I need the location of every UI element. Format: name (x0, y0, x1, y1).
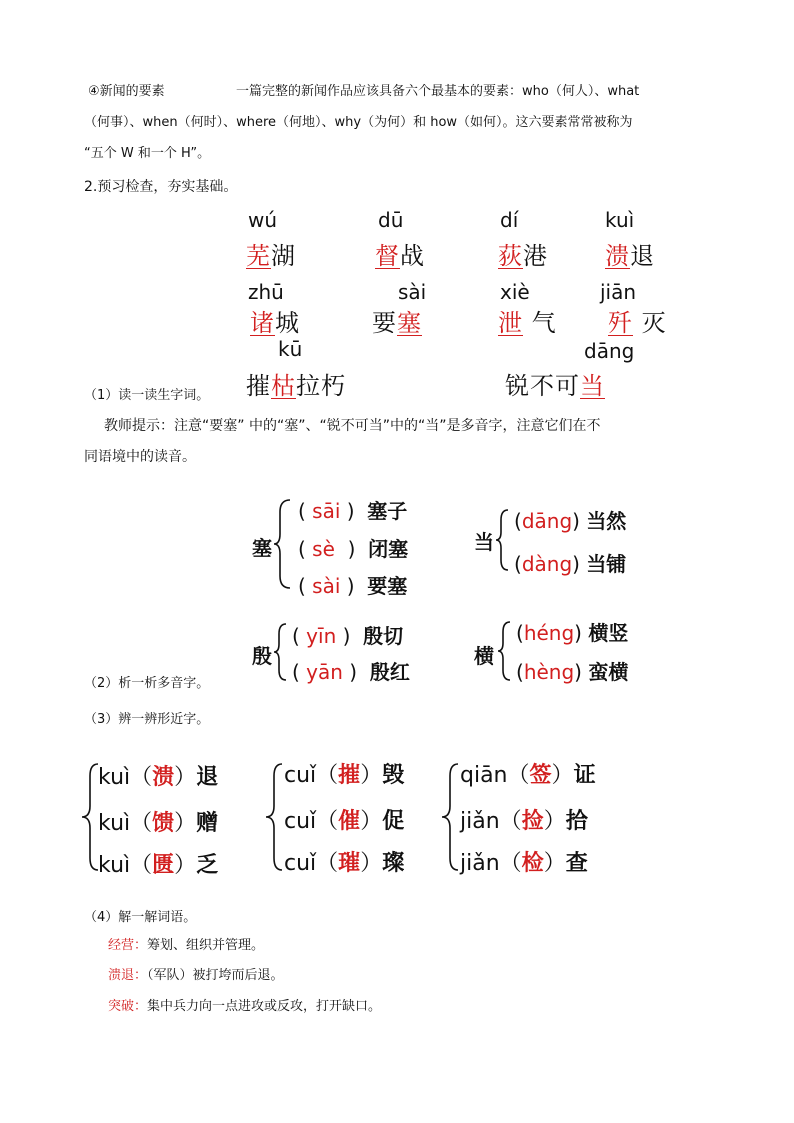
shape-pinyin: cuǐ (284, 851, 317, 876)
word-pinyin: sài (398, 280, 427, 304)
polyphone-row: ( sè ) 闭塞 (298, 537, 409, 561)
shape-char: 璀 (338, 851, 361, 876)
word-item (505, 366, 605, 401)
word-rest: 灭 (641, 309, 667, 337)
polyphone-word: 当铺 (586, 552, 627, 576)
target-char: 当 (580, 372, 605, 400)
word-pinyin: xiè (500, 280, 530, 304)
word-pinyin: wú (248, 208, 278, 232)
intro-line1-text: 一篇完整的新闻作品应该具备六个最基本的要素：who（何人）、what (236, 84, 640, 99)
word-rest: 退 (630, 242, 655, 270)
shape-pinyin: kuì (98, 765, 131, 790)
polyphone-row: ( yān ) 殷红 (292, 660, 410, 684)
target-char: 芜 (246, 242, 271, 270)
definition-item (108, 938, 264, 954)
shape-char: 捡 (521, 809, 544, 834)
shape-pinyin: kuì (98, 811, 131, 836)
shape-char: 摧 (338, 763, 361, 788)
word-rest: 气 (531, 309, 557, 337)
shape-word: 查 (565, 851, 588, 876)
section2-title: 2.预习检查，夯实基础。 (84, 179, 238, 195)
shape-row: cuǐ（璀）璨 (284, 851, 405, 876)
polyphone-word: 殷切 (363, 624, 404, 648)
polyphone-pinyin: héng (523, 621, 575, 645)
brace-icon (496, 620, 512, 682)
word-pinyin: kū (278, 337, 303, 361)
shape-word: 毁 (382, 763, 405, 788)
q2-label: （2）析一析多音字。 (84, 676, 210, 691)
shape-row: cuǐ（催）促 (284, 809, 405, 834)
shape-char: 签 (529, 763, 552, 788)
word-item (372, 303, 422, 338)
shape-word: 促 (382, 809, 405, 834)
target-char: 歼 (608, 309, 633, 337)
definition-text: （军队）被打垮而后退。 (147, 968, 284, 983)
shape-char: 检 (521, 851, 544, 876)
q3-label: （3）辨一辨形近字。 (84, 712, 210, 727)
shape-pinyin: cuǐ (284, 809, 317, 834)
polyphone-char: 塞 (252, 536, 272, 560)
definition-term: 溃退： (108, 968, 148, 983)
word-rest: 拉朽 (296, 372, 346, 400)
polyphone-row: (héng) 横竖 (516, 621, 629, 645)
definition-term: 经营： (108, 938, 148, 953)
polyphone-pinyin: hèng (523, 660, 575, 684)
word-item (608, 303, 667, 338)
polyphone-word: 横竖 (588, 621, 629, 645)
polyphone-pinyin: yīn (306, 624, 337, 648)
word-rest: 要 (372, 309, 397, 337)
polyphone-pinyin: sè (312, 537, 335, 561)
word-rest: 摧 (246, 372, 271, 400)
word-item (250, 303, 300, 338)
shape-pinyin: jiǎn (460, 851, 500, 876)
word-pinyin: jiān (600, 280, 637, 304)
brace-icon (440, 762, 460, 872)
polyphone-pinyin: sāi (312, 499, 341, 523)
word-item (246, 366, 346, 401)
shape-char: 匮 (152, 853, 175, 878)
shape-row: jiǎn（捡）拾 (460, 809, 588, 834)
polyphone-row: (dàng) 当铺 (514, 552, 627, 576)
shape-word: 证 (573, 763, 596, 788)
word-pinyin: kuì (605, 208, 635, 232)
target-char: 塞 (397, 309, 422, 337)
word-rest: 锐不可 (505, 372, 580, 400)
polyphone-word: 塞子 (367, 499, 408, 523)
teacher-tip-line1: 教师提示：注意“要塞” 中的“塞”、“锐不可当”中的“当”是多音字，注意它们在不 (104, 418, 601, 434)
word-item (498, 236, 548, 271)
shape-row: kuì（馈）赠 (98, 811, 219, 836)
brace-icon (264, 762, 284, 872)
brace-icon (494, 508, 510, 572)
polyphone-pinyin: dàng (521, 552, 573, 576)
shape-pinyin: jiǎn (460, 809, 500, 834)
shape-pinyin: kuì (98, 853, 131, 878)
target-char: 荻 (498, 242, 523, 270)
intro-line3: “五个 W 和一个 H”。 (84, 146, 211, 161)
polyphone-char: 殷 (252, 644, 272, 668)
shape-pinyin: cuǐ (284, 763, 317, 788)
word-rest: 城 (275, 309, 300, 337)
polyphone-pinyin: sài (312, 574, 341, 598)
polyphone-row: (dāng) 当然 (514, 509, 627, 533)
target-char: 溃 (605, 242, 630, 270)
shape-row: kuì（溃）退 (98, 765, 219, 790)
shape-word: 乏 (196, 853, 219, 878)
polyphone-row: ( sài ) 要塞 (298, 574, 408, 598)
polyphone-row: ( yīn ) 殷切 (292, 624, 404, 648)
q1-label: （1）读一读生字词。 (84, 388, 210, 403)
word-pinyin: dāng (584, 339, 635, 363)
shape-char: 溃 (152, 765, 175, 790)
shape-row: cuǐ（摧）毁 (284, 763, 405, 788)
word-rest: 湖 (271, 242, 296, 270)
shape-row: kuì（匮）乏 (98, 853, 219, 878)
target-char: 枯 (271, 372, 296, 400)
target-char: 泄 (498, 309, 523, 337)
word-pinyin: dū (378, 208, 404, 232)
definition-item (108, 968, 284, 984)
word-item (498, 303, 557, 338)
word-item (246, 236, 296, 271)
word-item (375, 236, 425, 271)
word-rest: 战 (400, 242, 425, 270)
shape-word: 退 (196, 765, 219, 790)
polyphone-row: (hèng) 蛮横 (516, 660, 629, 684)
polyphone-pinyin: dāng (521, 509, 573, 533)
definition-text: 筹划、组织并管理。 (147, 938, 265, 953)
shape-row: qiān（签）证 (460, 763, 596, 788)
shape-word: 赠 (196, 811, 219, 836)
polyphone-word: 闭塞 (368, 537, 409, 561)
teacher-tip-line2: 同语境中的读音。 (84, 449, 196, 465)
polyphone-char: 横 (474, 644, 494, 668)
shape-row: jiǎn（检）查 (460, 851, 588, 876)
target-char: 督 (375, 242, 400, 270)
polyphone-row: ( sāi ) 塞子 (298, 499, 408, 523)
definition-term: 突破： (108, 999, 148, 1014)
q4-label: （4）解一解词语。 (84, 910, 197, 925)
shape-pinyin: qiān (460, 763, 508, 788)
shape-word: 拾 (565, 809, 588, 834)
word-pinyin: dí (500, 208, 519, 232)
definition-item (108, 999, 381, 1015)
shape-char: 馈 (152, 811, 175, 836)
shape-char: 催 (338, 809, 361, 834)
word-pinyin: zhū (248, 280, 284, 304)
word-item (605, 236, 655, 271)
polyphone-char: 当 (474, 530, 494, 554)
brace-icon (272, 622, 288, 682)
brace-icon (80, 762, 100, 872)
shape-word: 璨 (382, 851, 405, 876)
word-rest: 港 (523, 242, 548, 270)
polyphone-pinyin: yān (306, 660, 343, 684)
polyphone-word: 当然 (586, 509, 627, 533)
polyphone-word: 要塞 (367, 574, 408, 598)
polyphone-word: 蛮横 (588, 660, 629, 684)
intro-line1-label: ④新闻的要素 (88, 84, 165, 99)
intro-line2: （何事）、when（何时）、where（何地）、why（为何）和 how（如何）。这六要素常常被称为 (84, 115, 633, 130)
definition-text: 集中兵力向一点进攻或反攻，打开缺口。 (147, 999, 382, 1014)
target-char: 诸 (250, 309, 275, 337)
polyphone-word: 殷红 (369, 660, 410, 684)
brace-icon (272, 498, 292, 590)
